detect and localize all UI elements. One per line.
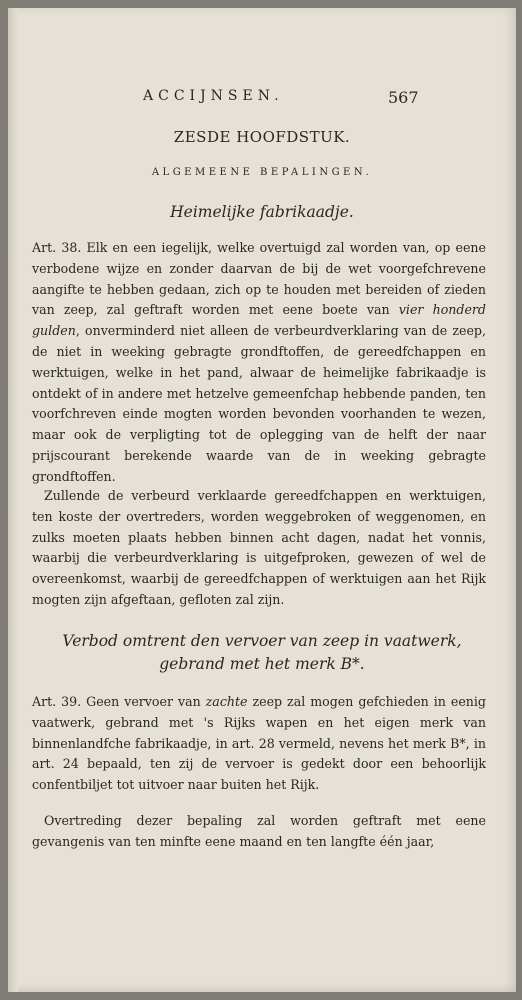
subheading-transport-ban bbox=[8, 630, 516, 676]
article-39-lead: Art. 39. bbox=[32, 694, 82, 709]
paragraph-confiscated-tools: Zullende de verbeurd verklaarde gereedfchappen en werktuigen, ten koste der overtreders, worden weggebroken of weggenomen, en zulks moeten plaats hebben binnen acht dagen, nadat het vonnis, waarbij die verbeurdverklaring is uitgefproken, gewezen of wel de overeenkomst, waarbij de gereedfchappen of werktuigen aan het Rijk mogten zijn afgeftaan, gefloten zal zijn. bbox=[32, 488, 486, 607]
paragraph-penalty: Overtreding dezer bepaling zal worden geftraft met eene gevangenis van ten minfte eene maand en ten langfte één jaar, bbox=[32, 813, 486, 849]
page-fold-shadow bbox=[8, 8, 18, 992]
article-39-text-a: Geen vervoer van bbox=[81, 694, 206, 709]
chapter-title: ZESDE HOOFDSTUK. bbox=[173, 128, 351, 146]
article-38-lead: Art. 38. bbox=[32, 240, 82, 255]
article-39-text-b: zeep zal mogen gefchieden in eenig vaatwerk, gebrand met 's Rijks wapen en het eigen merk van binnenlandfche fabrikaadje, in art. 28 vermeld, nevens het merk B*, in art. 24 bepaald, ten zij de vervoer is gedekt door een behoorlijk confentbiljet tot uitvoer naar buiten het Rijk. bbox=[32, 694, 486, 793]
article-39-emphasis: zachte bbox=[205, 694, 248, 709]
subheading-transport-ban-line-2: gebrand met het merk B*. bbox=[159, 655, 365, 673]
article-38-paragraph bbox=[32, 238, 486, 488]
running-head-title: ACCIJNSEN. bbox=[143, 88, 284, 104]
article-38-text-b: , onverminderd niet alleen de verbeurdverklaring van de zeep, de niet in weeking gebragte grondftoffen, de gereedfchappen en werktuigen, welke in het pand, alwaar de heimelijke fabrikaadje is ontdekt of in andere met hetzelve gemeenfchap hebbende panden, ten voorfchreven einde mogten worden bevonden voorhanden te wezen, maar ook de verpligting tot de oplegging van de helft der naar prijscourant berekende waarde van de in weeking gebragte grondftoffen. bbox=[32, 323, 486, 484]
article-39-paragraph bbox=[32, 692, 486, 796]
article-38-emphasis: vier honderd gulden bbox=[32, 302, 486, 339]
page-number: 567 bbox=[388, 88, 419, 107]
section-title: ALGEMEENE BEPALINGEN. bbox=[151, 167, 373, 178]
subheading-secret-manufacture: Heimelijke fabrikaadje. bbox=[170, 203, 354, 221]
article-38-text-a: Elk en een iegelijk, welke overtuigd zal worden van, op eene verbodene wijze en zonder daarvan de bij de wet voorgefchrevene aangifte te hebben gedaan, zich op te houden met bereiden of zieden van zeep, zal geftraft worden met eene boete van bbox=[32, 240, 486, 318]
subheading-transport-ban-line-1: Verbod omtrent den vervoer van zeep in vaatwerk, bbox=[62, 632, 462, 650]
book-page bbox=[8, 8, 516, 992]
